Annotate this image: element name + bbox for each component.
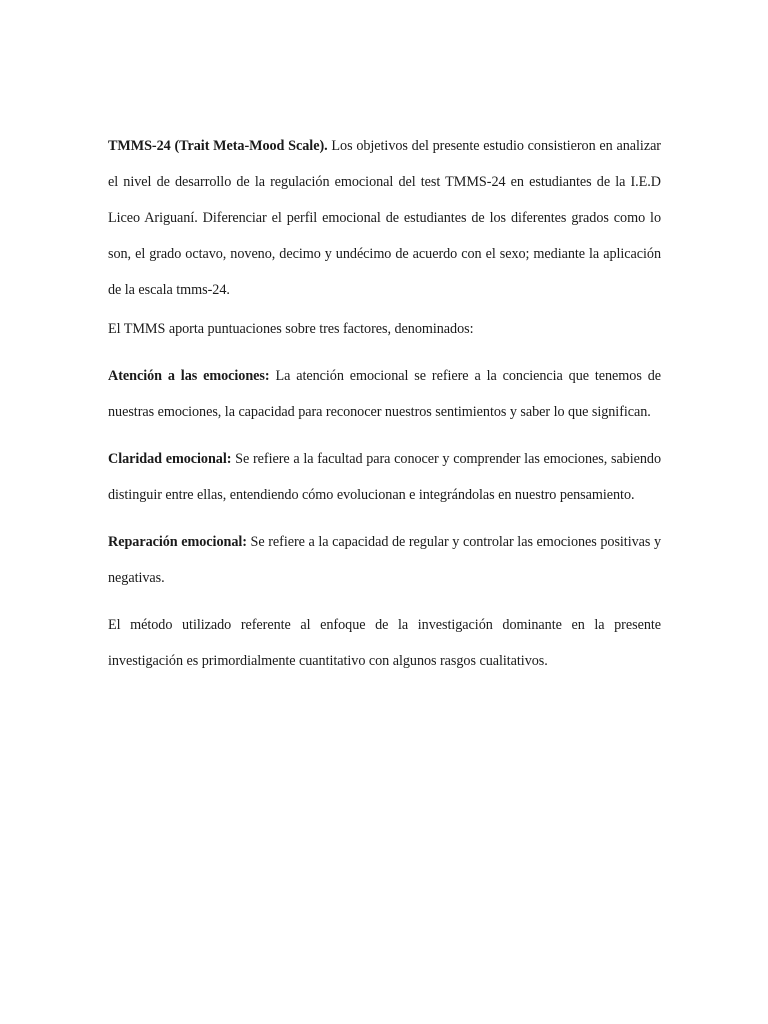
paragraph-text: Se refiere a la capacidad de regular y controlar las emociones positivas y negativas.	[108, 534, 661, 586]
paragraph-heading: TMMS-24 (Trait Meta-Mood Scale).	[108, 138, 328, 154]
paragraph-reparacion	[108, 524, 661, 596]
paragraph-claridad	[108, 441, 661, 513]
paragraph-text: La atención emocional se refiere a la conciencia que tenemos de nuestras emociones, la capacidad para reconocer nuestros sentimientos y saber lo que significan.	[108, 368, 661, 420]
paragraph-text: Se refiere a la facultad para conocer y comprender las emociones, sabiendo distinguir entre ellas, entendiendo cómo evolucionan e integrándolas en nuestro pensamiento.	[108, 451, 661, 503]
paragraph-heading: Reparación emocional:	[108, 534, 247, 550]
paragraph-heading: Atención a las emociones:	[108, 368, 270, 384]
document-page	[108, 128, 661, 679]
paragraph-heading: Claridad emocional:	[108, 451, 232, 467]
paragraph-text: Los objetivos del presente estudio consistieron en analizar el nivel de desarrollo de la regulación emocional del test TMMS-24 en estudiantes de la I.E.D Liceo Ariguaní. Diferenciar el perfil emocional de estudiantes de los diferentes grados como lo son, el grado octavo, noveno, decimo y undécimo de acuerdo con el sexo; mediante la aplicación de la escala tmms-24.	[108, 138, 661, 298]
paragraph-atencion	[108, 358, 661, 430]
paragraph-text: El TMMS aporta puntuaciones sobre tres factores, denominados:	[108, 321, 474, 337]
paragraph-factors-intro	[108, 311, 661, 347]
paragraph-metodo	[108, 607, 661, 679]
paragraph-tmms-intro	[108, 128, 661, 308]
paragraph-text: El método utilizado referente al enfoque de la investigación dominante en la presente investigación es primordialmente cuantitativo con algunos rasgos cualitativos.	[108, 617, 661, 669]
